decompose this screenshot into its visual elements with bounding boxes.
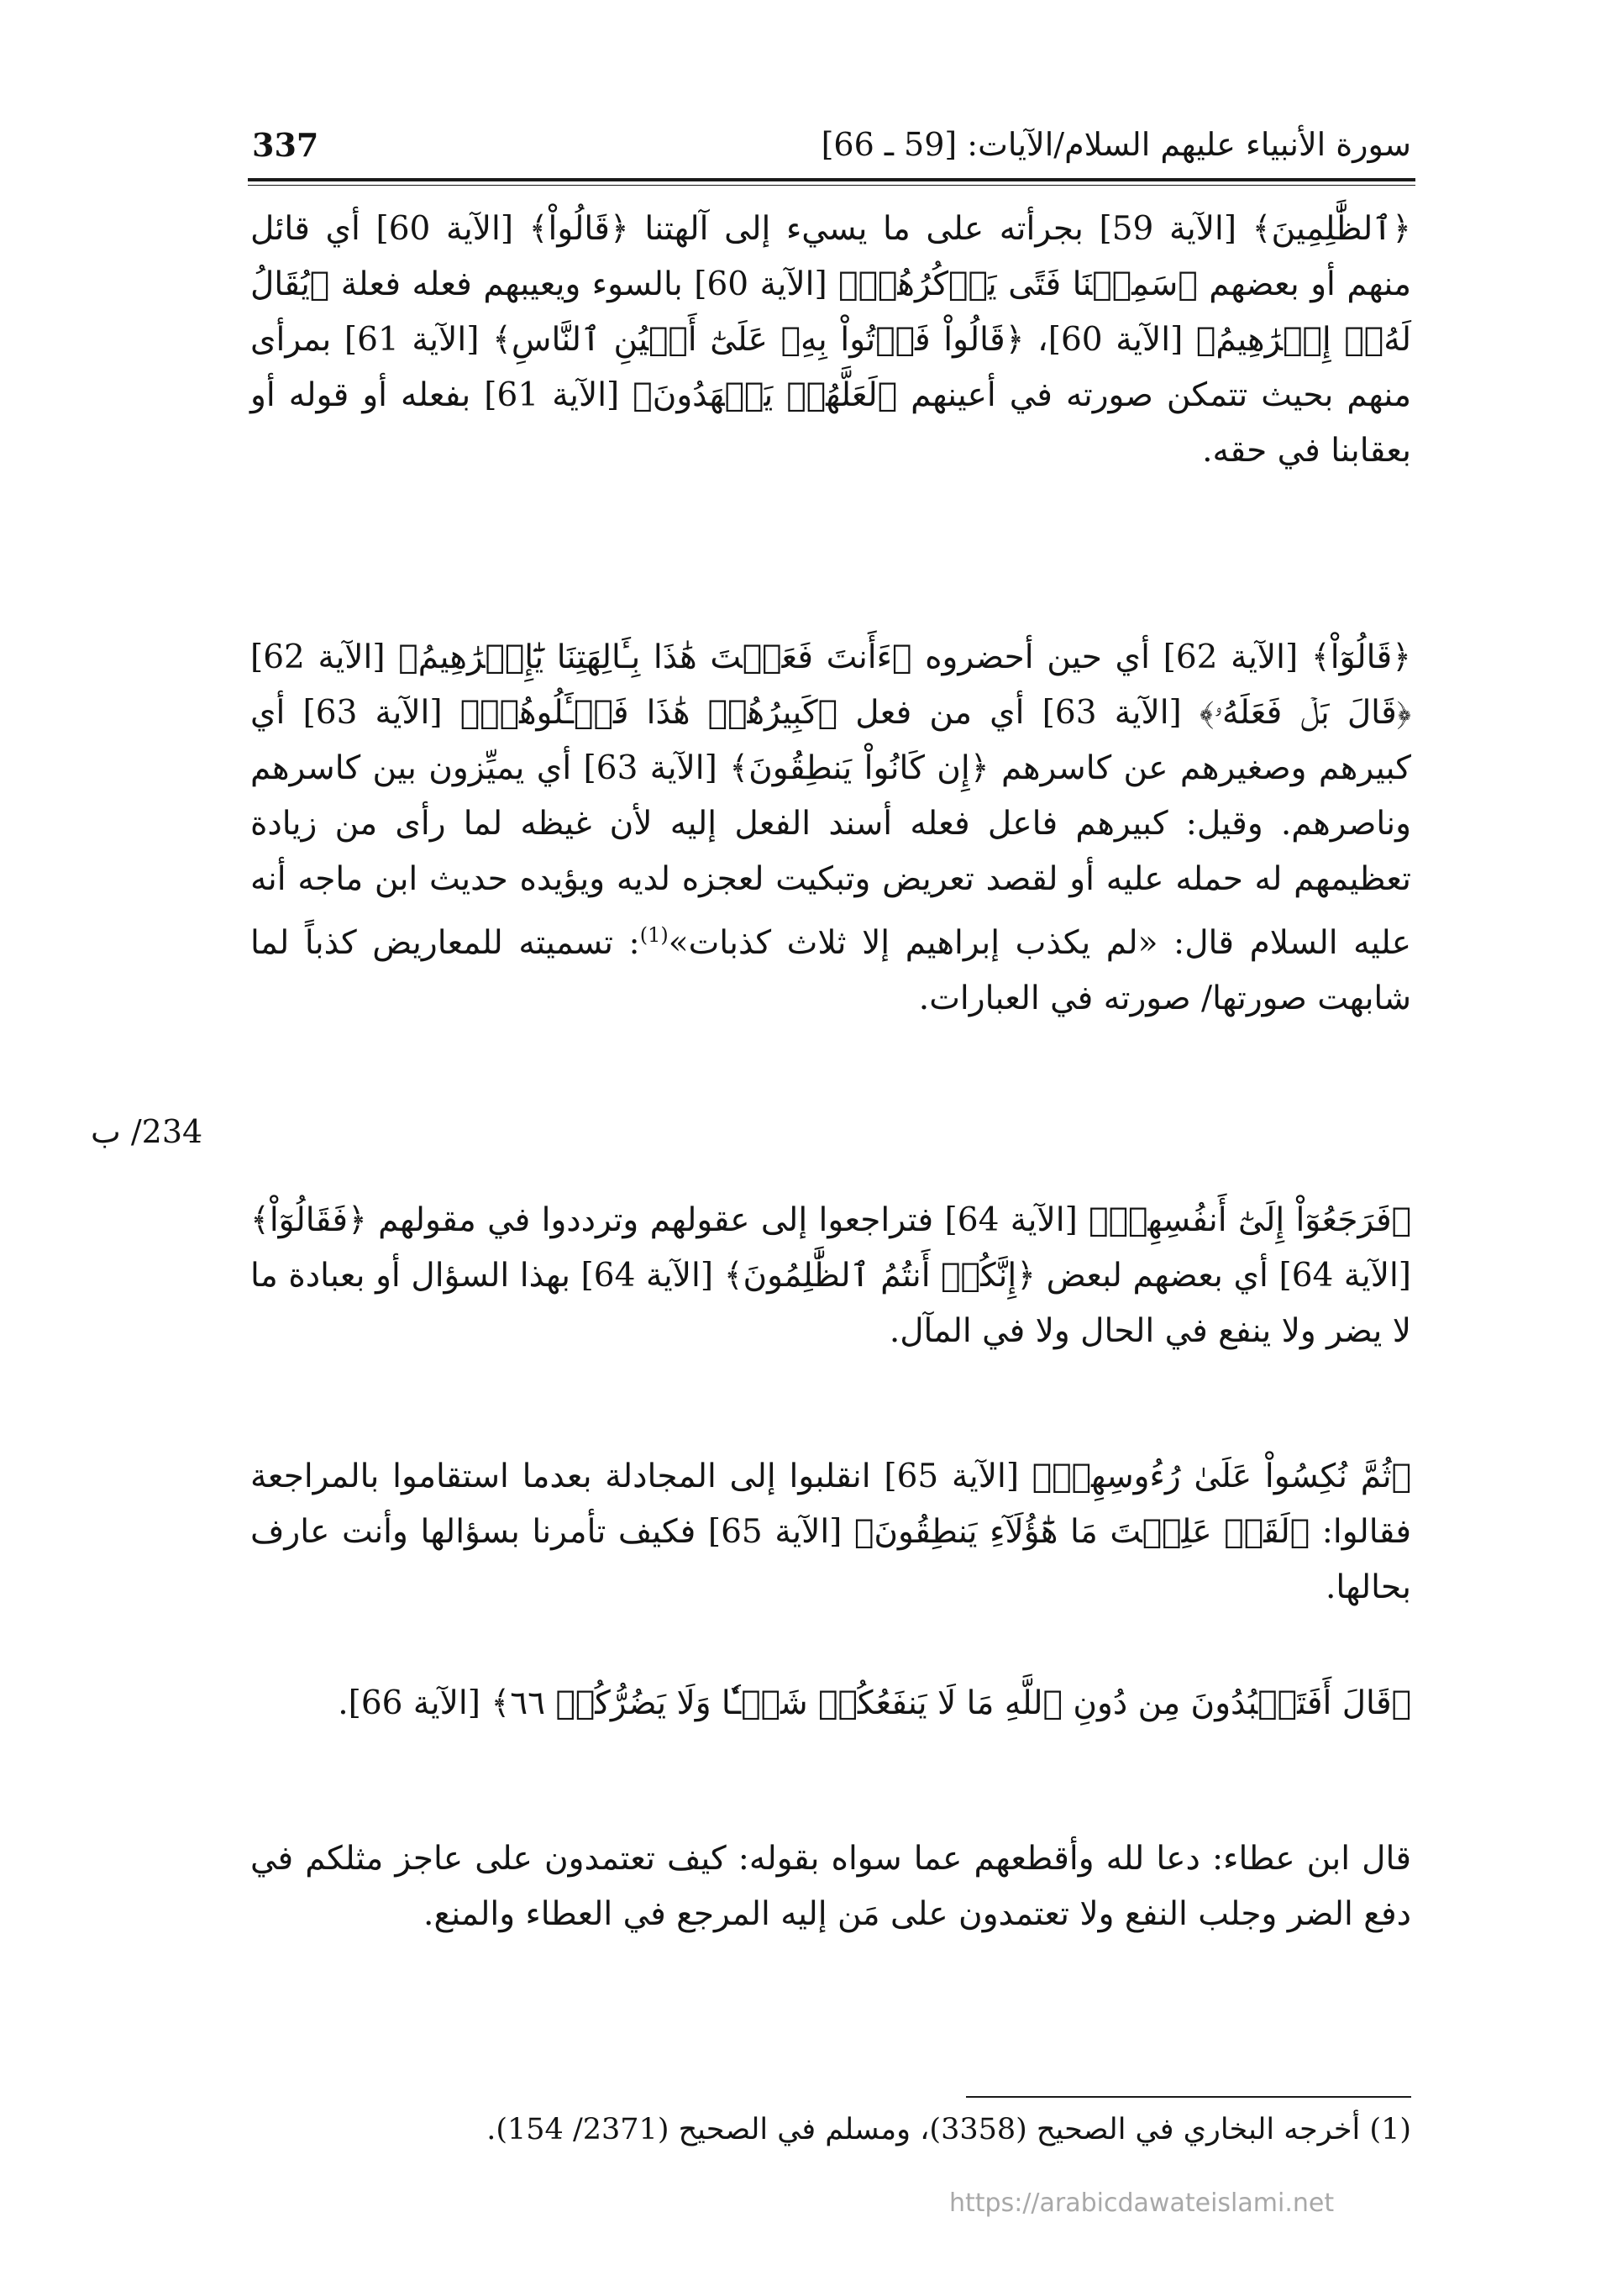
running-header (252, 126, 1411, 175)
paragraph-2-body: ﴿قَالُوٓاْ﴾ [الآية 62] أي حين أحضروه ﴿ءَأَنتَ فَعَلۡتَ هَٰذَا بِـَٔالِهَتِنَا يَٰٓإِبۡرَٰهِيمُ﴾ [الآية 62] ﴿قَالَ بَلۡ فَعَلَهُۥ﴾ [الآية 63] أي من فعل ﴿كَبِيرُهُمۡ هَٰذَا فَسۡـَٔلُوهُمۡ﴾ [الآية 63] أي كبيرهم وصغيرهم عن كاسرهم ﴿إِن كَانُواْ يَنطِقُونَ﴾ [الآية 63] أي يميِّزون بين كاسرهم وناصرهم. وقيل: كبيرهم فاعل فعله أسند الفعل إليه لأن غيظه لما رأى من زيادة تعظيمهم له حمله عليه أو لقصد تعريض وتبكيت لعجزه لديه ويؤيده حديث ابن ماجه أنه عليه السلام قال: «لم يكذب إبراهيم إلا ثلاث كذبات» (250, 638, 1411, 962)
paragraph-1: ﴿ٱلظَّٰلِمِينَ﴾ [الآية 59] بجرأته على ما يسيء إلى آلهتنا ﴿قَالُواْ﴾ [الآية 60] أي قائل منهم أو بعضهم ﴿سَمِعۡنَا فَتًى يَذۡكُرُهُمۡ﴾ [الآية 60] بالسوء ويعيبهم فعله فعلة ﴿يُقَالُ لَهُۥٓ إِبۡرَٰهِيمُ﴾ [الآية 60]، ﴿قَالُواْ فَأۡتُواْ بِهِۦ عَلَىٰٓ أَعۡيُنِ ٱلنَّاسِ﴾ [الآية 61] بمرأى منهم بحيث تتمكن صورته في أعينهم ﴿لَعَلَّهُمۡ يَشۡهَدُونَ﴾ [الآية 61] بفعله أو قوله أو بعقابنا في حقه. (250, 210, 1411, 470)
footnote: (1) أخرجه البخاري في الصحيح (3358)، ومسلم في الصحيح (2371/ 154). (486, 2113, 1411, 2146)
header-rule-thin (248, 185, 1415, 186)
footnote-ref[interactable]: (1) (639, 923, 669, 947)
paragraph-2 (250, 630, 1411, 1027)
paragraph-6: قال ابن عطاء: دعا لله وأقطعهم عما سواه بقوله: كيف تعتمدون على عاجز مثلكم في دفع الضر وجلب النفع ولا تعتمدون على مَن إليه المرجع في العطاء والمنع. (250, 1840, 1411, 1933)
paragraph-5-verse: ﴿قَالَ أَفَتَعۡبُدُونَ مِن دُونِ ٱللَّهِ مَا لَا يَنفَعُكُمۡ شَيۡـٔٗا وَلَا يَضُرُّكُمۡ ٦٦﴾ [الآية 66]. (338, 1684, 1411, 1722)
header-rule (248, 178, 1415, 181)
page-number: 337 (252, 126, 319, 164)
paragraph-3: ﴿فَرَجَعُوٓاْ إِلَىٰٓ أَنفُسِهِمۡ﴾ [الآية 64] فتراجعوا إلى عقولهم وترددوا في مقولهم ﴿فَقَالُوٓاْ﴾ [الآية 64] أي بعضهم لبعض ﴿إِنَّكُمۡ أَنتُمُ ٱلظَّٰلِمُونَ﴾ [الآية 64] بهذا السؤال أو بعبادة ما لا يضر ولا ينفع في الحال ولا في المآل. (250, 1201, 1411, 1350)
header-title: سورة الأنبياء عليهم السلام/الآيات: [59 ـ 66] (821, 126, 1411, 163)
footnote-separator (966, 2096, 1411, 2098)
paragraph-2-tail: : تسميته للمعاريض كذباً لما شابهت صورتها/ صورته في العبارات. (250, 924, 1411, 1017)
manuscript-folio-note: 234/ ب (91, 1113, 203, 1150)
paragraph-4: ﴿ثُمَّ نُكِسُواْ عَلَىٰ رُءُوسِهِمۡ﴾ [الآية 65] انقلبوا إلى المجادلة بعدما استقاموا بالمراجعة فقالوا: ﴿لَقَدۡ عَلِمۡتَ مَا هَٰٓؤُلَآءِ يَنطِقُونَ﴾ [الآية 65] فكيف تأمرنا بسؤالها وأنت عارف بحالها. (250, 1458, 1412, 1606)
watermark-url: https://arabicdawateislami.net (949, 2188, 1335, 2218)
